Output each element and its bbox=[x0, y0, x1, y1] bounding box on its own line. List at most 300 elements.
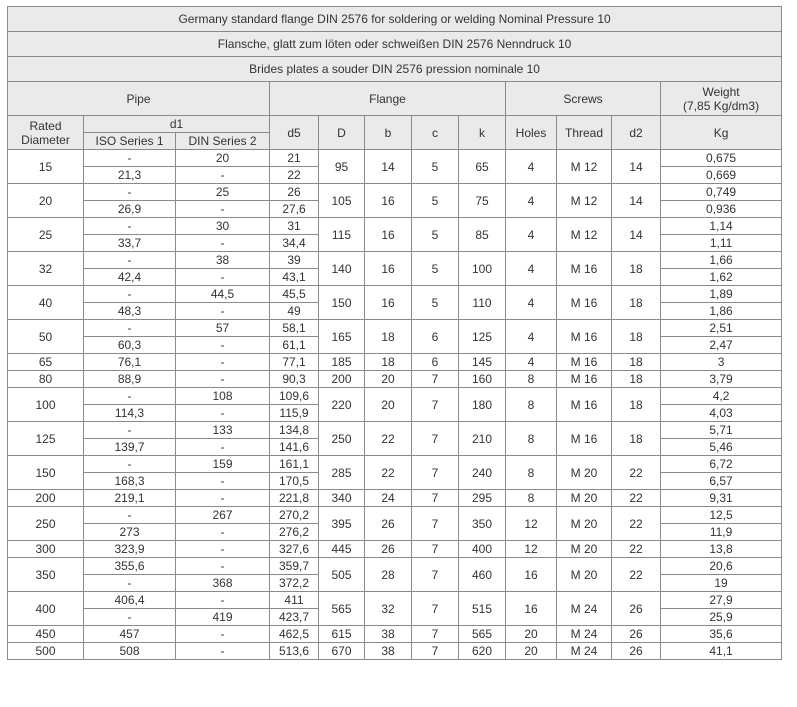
table-row bbox=[8, 626, 782, 643]
cell-din-series-2: - bbox=[176, 269, 270, 286]
cell-iso-series-1: 508 bbox=[84, 643, 176, 660]
cell-din-series-2: 38 bbox=[176, 252, 270, 269]
cell-d5: 411 bbox=[270, 592, 319, 609]
cell-d5: 77,1 bbox=[270, 354, 319, 371]
cell-weight-kg: 4,03 bbox=[661, 405, 782, 422]
table-row bbox=[8, 507, 782, 524]
col-k: k bbox=[459, 116, 506, 150]
cell-thread: M 20 bbox=[557, 541, 612, 558]
cell-c: 7 bbox=[412, 456, 459, 490]
table-container bbox=[7, 6, 782, 660]
cell-b: 18 bbox=[365, 354, 412, 371]
cell-D: 165 bbox=[319, 320, 365, 354]
cell-rated-diameter: 300 bbox=[8, 541, 84, 558]
cell-d5: 115,9 bbox=[270, 405, 319, 422]
cell-b: 28 bbox=[365, 558, 412, 592]
cell-iso-series-1: 26,9 bbox=[84, 201, 176, 218]
cell-weight-kg: 2,51 bbox=[661, 320, 782, 337]
cell-iso-series-1: 139,7 bbox=[84, 439, 176, 456]
cell-d2: 14 bbox=[612, 184, 661, 218]
table-row bbox=[8, 643, 782, 660]
cell-iso-series-1: 114,3 bbox=[84, 405, 176, 422]
cell-D: 615 bbox=[319, 626, 365, 643]
cell-rated-diameter: 500 bbox=[8, 643, 84, 660]
cell-b: 38 bbox=[365, 643, 412, 660]
cell-weight-kg: 2,47 bbox=[661, 337, 782, 354]
cell-din-series-2: 44,5 bbox=[176, 286, 270, 303]
cell-d2: 18 bbox=[612, 422, 661, 456]
cell-d5: 221,8 bbox=[270, 490, 319, 507]
cell-c: 6 bbox=[412, 320, 459, 354]
cell-holes: 4 bbox=[506, 218, 557, 252]
cell-d5: 141,6 bbox=[270, 439, 319, 456]
cell-weight-kg: 5,46 bbox=[661, 439, 782, 456]
cell-d5: 327,6 bbox=[270, 541, 319, 558]
table-row bbox=[8, 150, 782, 167]
cell-din-series-2: 30 bbox=[176, 218, 270, 235]
cell-holes: 4 bbox=[506, 150, 557, 184]
cell-d5: 58,1 bbox=[270, 320, 319, 337]
cell-din-series-2: 20 bbox=[176, 150, 270, 167]
table-row bbox=[8, 558, 782, 575]
cell-iso-series-1: 42,4 bbox=[84, 269, 176, 286]
diameter-label: Diameter bbox=[21, 132, 70, 147]
table-row bbox=[8, 456, 782, 473]
cell-d5: 170,5 bbox=[270, 473, 319, 490]
cell-holes: 8 bbox=[506, 422, 557, 456]
cell-iso-series-1: 88,9 bbox=[84, 371, 176, 388]
cell-k: 350 bbox=[459, 507, 506, 541]
cell-iso-series-1: 457 bbox=[84, 626, 176, 643]
cell-c: 7 bbox=[412, 541, 459, 558]
cell-rated-diameter: 20 bbox=[8, 184, 84, 218]
cell-din-series-2: - bbox=[176, 592, 270, 609]
cell-weight-kg: 1,86 bbox=[661, 303, 782, 320]
cell-thread: M 20 bbox=[557, 490, 612, 507]
cell-b: 20 bbox=[365, 371, 412, 388]
cell-holes: 16 bbox=[506, 558, 557, 592]
cell-c: 5 bbox=[412, 184, 459, 218]
cell-thread: M 20 bbox=[557, 456, 612, 490]
cell-b: 20 bbox=[365, 388, 412, 422]
cell-holes: 4 bbox=[506, 286, 557, 320]
cell-d2: 18 bbox=[612, 252, 661, 286]
cell-holes: 4 bbox=[506, 354, 557, 371]
cell-d2: 26 bbox=[612, 643, 661, 660]
cell-c: 7 bbox=[412, 626, 459, 643]
cell-holes: 20 bbox=[506, 626, 557, 643]
cell-iso-series-1: 406,4 bbox=[84, 592, 176, 609]
cell-D: 340 bbox=[319, 490, 365, 507]
cell-thread: M 16 bbox=[557, 354, 612, 371]
cell-iso-series-1: 168,3 bbox=[84, 473, 176, 490]
cell-weight-kg: 0,936 bbox=[661, 201, 782, 218]
table-row bbox=[8, 388, 782, 405]
cell-c: 7 bbox=[412, 592, 459, 626]
cell-k: 100 bbox=[459, 252, 506, 286]
table-row bbox=[8, 354, 782, 371]
cell-b: 16 bbox=[365, 286, 412, 320]
group-screws: Screws bbox=[506, 82, 661, 116]
cell-holes: 8 bbox=[506, 490, 557, 507]
cell-b: 32 bbox=[365, 592, 412, 626]
cell-thread: M 12 bbox=[557, 184, 612, 218]
cell-k: 620 bbox=[459, 643, 506, 660]
cell-d5: 462,5 bbox=[270, 626, 319, 643]
cell-din-series-2: - bbox=[176, 643, 270, 660]
group-pipe: Pipe bbox=[8, 82, 270, 116]
title-de: Flansche, glatt zum löten oder schweißen DIN 2576 Nenndruck 10 bbox=[8, 32, 782, 57]
cell-thread: M 16 bbox=[557, 320, 612, 354]
cell-b: 22 bbox=[365, 456, 412, 490]
cell-c: 7 bbox=[412, 558, 459, 592]
group-flange: Flange bbox=[270, 82, 506, 116]
weight-label: Weight bbox=[702, 84, 740, 99]
cell-din-series-2: - bbox=[176, 303, 270, 320]
cell-weight-kg: 3 bbox=[661, 354, 782, 371]
cell-din-series-2: 267 bbox=[176, 507, 270, 524]
cell-d5: 27,6 bbox=[270, 201, 319, 218]
cell-iso-series-1: - bbox=[84, 575, 176, 592]
cell-d5: 109,6 bbox=[270, 388, 319, 405]
cell-k: 400 bbox=[459, 541, 506, 558]
cell-weight-kg: 6,57 bbox=[661, 473, 782, 490]
cell-thread: M 20 bbox=[557, 507, 612, 541]
cell-b: 22 bbox=[365, 422, 412, 456]
cell-holes: 12 bbox=[506, 507, 557, 541]
cell-rated-diameter: 450 bbox=[8, 626, 84, 643]
cell-iso-series-1: - bbox=[84, 286, 176, 303]
cell-D: 670 bbox=[319, 643, 365, 660]
cell-D: 250 bbox=[319, 422, 365, 456]
cell-din-series-2: 159 bbox=[176, 456, 270, 473]
cell-din-series-2: - bbox=[176, 541, 270, 558]
cell-d2: 14 bbox=[612, 150, 661, 184]
cell-iso-series-1: - bbox=[84, 422, 176, 439]
cell-k: 145 bbox=[459, 354, 506, 371]
cell-d2: 22 bbox=[612, 558, 661, 592]
cell-thread: M 16 bbox=[557, 388, 612, 422]
cell-k: 565 bbox=[459, 626, 506, 643]
cell-d5: 372,2 bbox=[270, 575, 319, 592]
table-row bbox=[8, 184, 782, 201]
cell-weight-kg: 5,71 bbox=[661, 422, 782, 439]
group-header-row bbox=[8, 82, 782, 116]
cell-d5: 49 bbox=[270, 303, 319, 320]
cell-din-series-2: - bbox=[176, 371, 270, 388]
cell-d2: 18 bbox=[612, 286, 661, 320]
cell-d2: 22 bbox=[612, 490, 661, 507]
cell-D: 220 bbox=[319, 388, 365, 422]
cell-d2: 26 bbox=[612, 626, 661, 643]
cell-weight-kg: 4,2 bbox=[661, 388, 782, 405]
cell-weight-kg: 35,6 bbox=[661, 626, 782, 643]
cell-iso-series-1: - bbox=[84, 184, 176, 201]
cell-c: 7 bbox=[412, 422, 459, 456]
cell-iso-series-1: - bbox=[84, 218, 176, 235]
cell-weight-kg: 0,675 bbox=[661, 150, 782, 167]
cell-iso-series-1: - bbox=[84, 320, 176, 337]
cell-d5: 134,8 bbox=[270, 422, 319, 439]
cell-thread: M 16 bbox=[557, 252, 612, 286]
cell-k: 295 bbox=[459, 490, 506, 507]
cell-thread: M 12 bbox=[557, 150, 612, 184]
col-rated-diameter bbox=[8, 116, 84, 150]
cell-D: 185 bbox=[319, 354, 365, 371]
cell-iso-series-1: 219,1 bbox=[84, 490, 176, 507]
cell-D: 95 bbox=[319, 150, 365, 184]
cell-din-series-2: - bbox=[176, 201, 270, 218]
table-row bbox=[8, 422, 782, 439]
cell-din-series-2: - bbox=[176, 524, 270, 541]
cell-rated-diameter: 25 bbox=[8, 218, 84, 252]
cell-k: 460 bbox=[459, 558, 506, 592]
title-row-fr bbox=[8, 57, 782, 82]
cell-din-series-2: - bbox=[176, 354, 270, 371]
cell-d5: 161,1 bbox=[270, 456, 319, 473]
cell-b: 38 bbox=[365, 626, 412, 643]
col-thread: Thread bbox=[557, 116, 612, 150]
cell-weight-kg: 19 bbox=[661, 575, 782, 592]
cell-b: 26 bbox=[365, 507, 412, 541]
col-d5: d5 bbox=[270, 116, 319, 150]
flange-table bbox=[7, 6, 782, 660]
cell-d2: 26 bbox=[612, 592, 661, 626]
rated-label: Rated bbox=[29, 118, 62, 133]
cell-c: 7 bbox=[412, 490, 459, 507]
col-din-series-2: DIN Series 2 bbox=[176, 133, 270, 150]
col-D: D bbox=[319, 116, 365, 150]
cell-holes: 20 bbox=[506, 643, 557, 660]
cell-D: 200 bbox=[319, 371, 365, 388]
cell-d5: 26 bbox=[270, 184, 319, 201]
cell-D: 150 bbox=[319, 286, 365, 320]
table-row bbox=[8, 252, 782, 269]
cell-D: 445 bbox=[319, 541, 365, 558]
cell-weight-kg: 41,1 bbox=[661, 643, 782, 660]
cell-D: 140 bbox=[319, 252, 365, 286]
col-d2: d2 bbox=[612, 116, 661, 150]
cell-D: 395 bbox=[319, 507, 365, 541]
cell-iso-series-1: 21,3 bbox=[84, 167, 176, 184]
cell-b: 16 bbox=[365, 218, 412, 252]
cell-weight-kg: 11,9 bbox=[661, 524, 782, 541]
cell-rated-diameter: 15 bbox=[8, 150, 84, 184]
cell-thread: M 20 bbox=[557, 558, 612, 592]
cell-thread: M 24 bbox=[557, 626, 612, 643]
cell-d2: 18 bbox=[612, 320, 661, 354]
cell-D: 105 bbox=[319, 184, 365, 218]
cell-rated-diameter: 40 bbox=[8, 286, 84, 320]
cell-d2: 18 bbox=[612, 354, 661, 371]
cell-rated-diameter: 200 bbox=[8, 490, 84, 507]
cell-d5: 45,5 bbox=[270, 286, 319, 303]
group-weight bbox=[661, 82, 782, 116]
cell-holes: 16 bbox=[506, 592, 557, 626]
cell-din-series-2: 25 bbox=[176, 184, 270, 201]
cell-b: 16 bbox=[365, 184, 412, 218]
cell-d5: 359,7 bbox=[270, 558, 319, 575]
cell-holes: 4 bbox=[506, 320, 557, 354]
cell-iso-series-1: - bbox=[84, 456, 176, 473]
cell-weight-kg: 1,14 bbox=[661, 218, 782, 235]
cell-D: 565 bbox=[319, 592, 365, 626]
cell-k: 515 bbox=[459, 592, 506, 626]
cell-k: 160 bbox=[459, 371, 506, 388]
cell-rated-diameter: 100 bbox=[8, 388, 84, 422]
cell-weight-kg: 3,79 bbox=[661, 371, 782, 388]
cell-din-series-2: - bbox=[176, 558, 270, 575]
cell-weight-kg: 1,11 bbox=[661, 235, 782, 252]
cell-din-series-2: - bbox=[176, 439, 270, 456]
cell-k: 110 bbox=[459, 286, 506, 320]
title-row-de bbox=[8, 32, 782, 57]
cell-din-series-2: - bbox=[176, 337, 270, 354]
cell-b: 18 bbox=[365, 320, 412, 354]
cell-rated-diameter: 32 bbox=[8, 252, 84, 286]
cell-k: 85 bbox=[459, 218, 506, 252]
cell-rated-diameter: 350 bbox=[8, 558, 84, 592]
cell-weight-kg: 6,72 bbox=[661, 456, 782, 473]
cell-din-series-2: - bbox=[176, 473, 270, 490]
cell-iso-series-1: 48,3 bbox=[84, 303, 176, 320]
cell-d5: 90,3 bbox=[270, 371, 319, 388]
cell-weight-kg: 1,62 bbox=[661, 269, 782, 286]
cell-d2: 18 bbox=[612, 371, 661, 388]
cell-rated-diameter: 65 bbox=[8, 354, 84, 371]
table-row bbox=[8, 371, 782, 388]
cell-weight-kg: 0,669 bbox=[661, 167, 782, 184]
cell-d5: 21 bbox=[270, 150, 319, 167]
cell-k: 210 bbox=[459, 422, 506, 456]
table-row bbox=[8, 218, 782, 235]
cell-holes: 4 bbox=[506, 184, 557, 218]
cell-din-series-2: 133 bbox=[176, 422, 270, 439]
cell-c: 5 bbox=[412, 252, 459, 286]
cell-iso-series-1: 60,3 bbox=[84, 337, 176, 354]
cell-thread: M 16 bbox=[557, 422, 612, 456]
title-row-en bbox=[8, 7, 782, 32]
cell-din-series-2: - bbox=[176, 626, 270, 643]
cell-c: 7 bbox=[412, 507, 459, 541]
cell-d5: 31 bbox=[270, 218, 319, 235]
title-en: Germany standard flange DIN 2576 for soldering or welding Nominal Pressure 10 bbox=[8, 7, 782, 32]
cell-iso-series-1: - bbox=[84, 252, 176, 269]
table-row bbox=[8, 490, 782, 507]
cell-thread: M 24 bbox=[557, 592, 612, 626]
cell-k: 180 bbox=[459, 388, 506, 422]
cell-din-series-2: 419 bbox=[176, 609, 270, 626]
col-c: c bbox=[412, 116, 459, 150]
cell-c: 5 bbox=[412, 218, 459, 252]
cell-b: 14 bbox=[365, 150, 412, 184]
cell-holes: 8 bbox=[506, 388, 557, 422]
cell-rated-diameter: 125 bbox=[8, 422, 84, 456]
table-row bbox=[8, 592, 782, 609]
column-header-row bbox=[8, 116, 782, 133]
table-row bbox=[8, 541, 782, 558]
cell-weight-kg: 12,5 bbox=[661, 507, 782, 524]
col-b: b bbox=[365, 116, 412, 150]
cell-d2: 14 bbox=[612, 218, 661, 252]
col-holes: Holes bbox=[506, 116, 557, 150]
title-fr: Brides plates a souder DIN 2576 pression nominale 10 bbox=[8, 57, 782, 82]
cell-iso-series-1: 76,1 bbox=[84, 354, 176, 371]
col-kg: Kg bbox=[661, 116, 782, 150]
cell-rated-diameter: 150 bbox=[8, 456, 84, 490]
cell-c: 6 bbox=[412, 354, 459, 371]
cell-thread: M 16 bbox=[557, 286, 612, 320]
cell-rated-diameter: 400 bbox=[8, 592, 84, 626]
cell-d5: 43,1 bbox=[270, 269, 319, 286]
cell-thread: M 12 bbox=[557, 218, 612, 252]
cell-rated-diameter: 50 bbox=[8, 320, 84, 354]
cell-d5: 270,2 bbox=[270, 507, 319, 524]
cell-c: 7 bbox=[412, 388, 459, 422]
cell-c: 5 bbox=[412, 150, 459, 184]
cell-D: 115 bbox=[319, 218, 365, 252]
cell-b: 26 bbox=[365, 541, 412, 558]
cell-k: 240 bbox=[459, 456, 506, 490]
cell-d2: 22 bbox=[612, 541, 661, 558]
weight-unit: (7,85 Kg/dm3) bbox=[683, 98, 760, 113]
cell-iso-series-1: - bbox=[84, 388, 176, 405]
cell-thread: M 24 bbox=[557, 643, 612, 660]
cell-d5: 61,1 bbox=[270, 337, 319, 354]
cell-c: 5 bbox=[412, 286, 459, 320]
table-row bbox=[8, 286, 782, 303]
cell-weight-kg: 25,9 bbox=[661, 609, 782, 626]
cell-d2: 18 bbox=[612, 388, 661, 422]
cell-weight-kg: 1,89 bbox=[661, 286, 782, 303]
cell-holes: 8 bbox=[506, 456, 557, 490]
cell-din-series-2: 57 bbox=[176, 320, 270, 337]
cell-weight-kg: 20,6 bbox=[661, 558, 782, 575]
cell-d2: 22 bbox=[612, 507, 661, 541]
cell-weight-kg: 27,9 bbox=[661, 592, 782, 609]
cell-thread: M 16 bbox=[557, 371, 612, 388]
cell-iso-series-1: - bbox=[84, 609, 176, 626]
cell-din-series-2: 108 bbox=[176, 388, 270, 405]
cell-d5: 39 bbox=[270, 252, 319, 269]
cell-iso-series-1: 355,6 bbox=[84, 558, 176, 575]
cell-weight-kg: 0,749 bbox=[661, 184, 782, 201]
cell-b: 24 bbox=[365, 490, 412, 507]
cell-iso-series-1: 323,9 bbox=[84, 541, 176, 558]
cell-din-series-2: 368 bbox=[176, 575, 270, 592]
cell-weight-kg: 13,8 bbox=[661, 541, 782, 558]
cell-iso-series-1: - bbox=[84, 507, 176, 524]
cell-iso-series-1: 33,7 bbox=[84, 235, 176, 252]
cell-d5: 423,7 bbox=[270, 609, 319, 626]
cell-c: 7 bbox=[412, 643, 459, 660]
cell-din-series-2: - bbox=[176, 405, 270, 422]
table-row bbox=[8, 320, 782, 337]
cell-D: 285 bbox=[319, 456, 365, 490]
cell-b: 16 bbox=[365, 252, 412, 286]
cell-iso-series-1: - bbox=[84, 150, 176, 167]
cell-iso-series-1: 273 bbox=[84, 524, 176, 541]
col-iso-series-1: ISO Series 1 bbox=[84, 133, 176, 150]
cell-holes: 12 bbox=[506, 541, 557, 558]
cell-rated-diameter: 250 bbox=[8, 507, 84, 541]
cell-d2: 22 bbox=[612, 456, 661, 490]
cell-d5: 34,4 bbox=[270, 235, 319, 252]
cell-d5: 276,2 bbox=[270, 524, 319, 541]
cell-rated-diameter: 80 bbox=[8, 371, 84, 388]
cell-k: 125 bbox=[459, 320, 506, 354]
cell-din-series-2: - bbox=[176, 235, 270, 252]
